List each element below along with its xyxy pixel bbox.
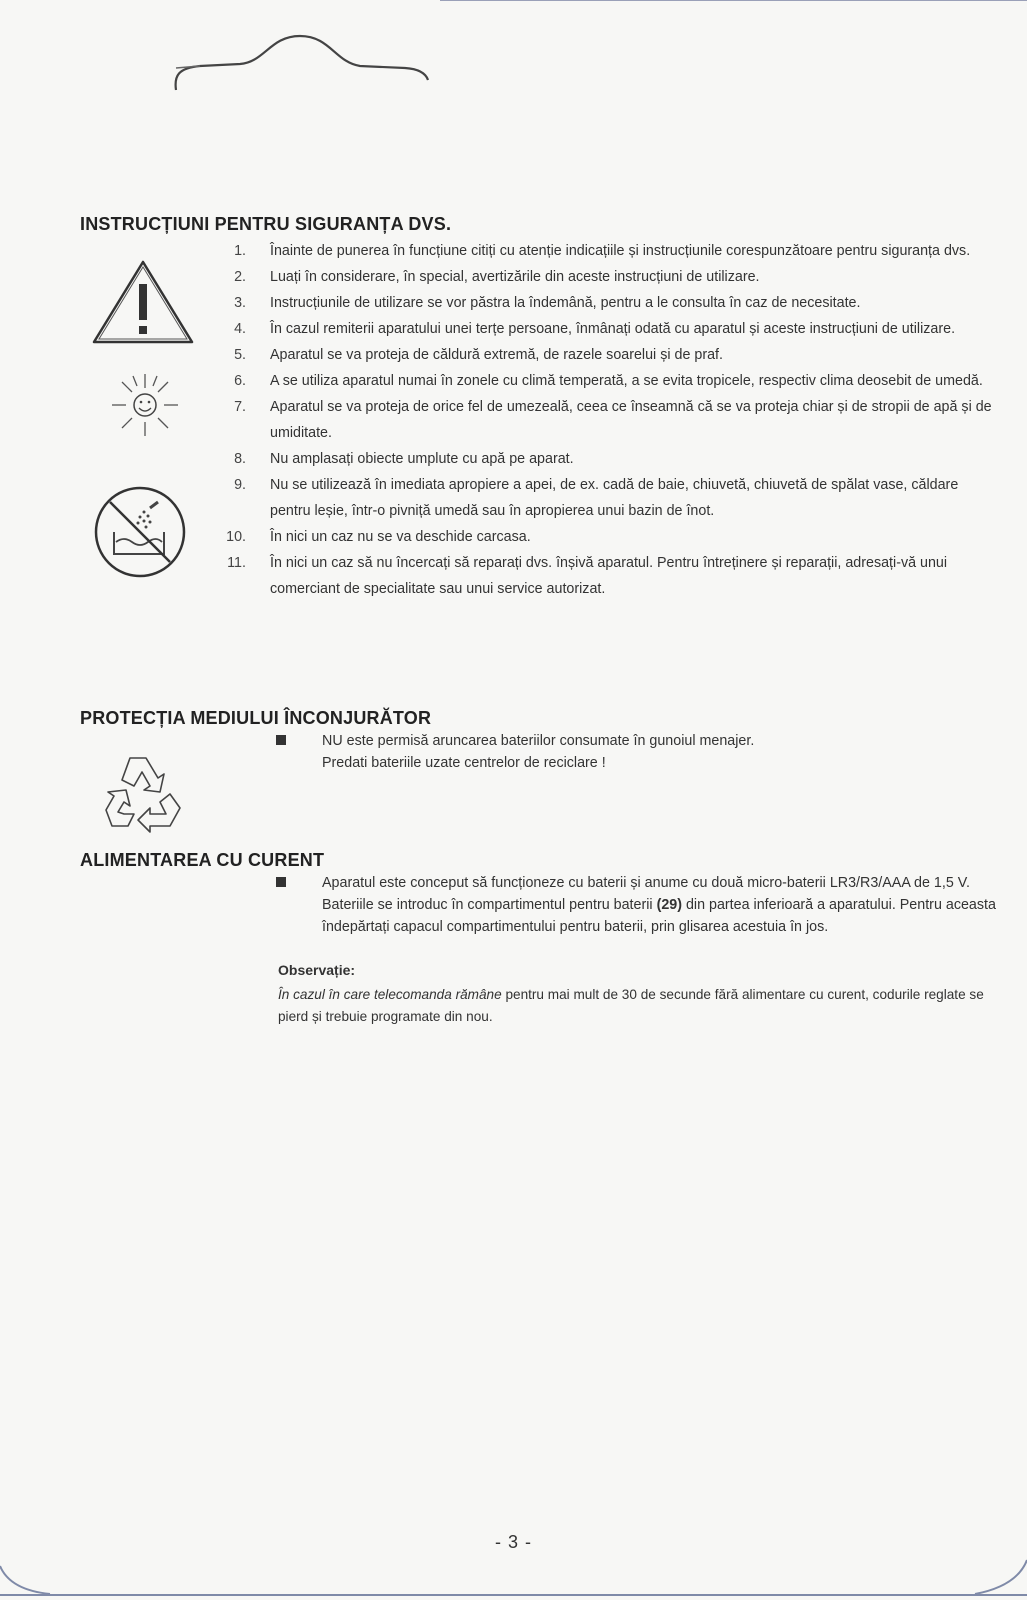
- page-top-edge: [440, 0, 1027, 1]
- battery-compartment-ref: (29): [656, 897, 682, 913]
- bullet-square: [276, 877, 286, 887]
- safety-item: [220, 238, 1000, 264]
- safety-item: [220, 446, 1000, 472]
- note-text-italic: În cazul în care telecomanda rămâne: [278, 987, 502, 1002]
- safety-item-number: 6.: [234, 373, 246, 389]
- safety-item: [220, 394, 1000, 446]
- warning-triangle-icon: [90, 258, 196, 346]
- no-water-icon: [92, 484, 188, 580]
- safety-item: [220, 550, 1000, 602]
- safety-item-number: 3.: [234, 295, 246, 311]
- safety-item-number: 1.: [234, 243, 246, 259]
- power-section-title: ALIMENTAREA CU CURENT: [80, 850, 325, 870]
- power-text-start: Aparatul este conceput să funcționeze cu baterii și anume cu două micro-baterii LR3/R3/AAA de 1,5 V. Bateriile se introduc în compartimentul pentru baterii: [322, 875, 970, 913]
- safety-item-number: 2.: [234, 269, 246, 285]
- environment-line-1: NU este permisă aruncarea bateriilor consumate în gunoiul menajer.: [322, 733, 755, 749]
- safety-item-number: 4.: [234, 321, 246, 337]
- safety-item-text: A se utiliza aparatul numai în zonele cu climă temperată, a se evita tropicele, respectiv clima deosebit de umedă.: [270, 373, 983, 389]
- safety-item-text: În nici un caz nu se va deschide carcasa.: [270, 529, 531, 545]
- safety-item: [220, 472, 1000, 524]
- safety-instructions-list: [220, 238, 1000, 602]
- safety-item-text: Instrucțiunile de utilizare se vor păstra la îndemână, pentru a le consulta în caz de necesitate.: [270, 295, 861, 311]
- safety-item-number: 11.: [227, 555, 246, 571]
- safety-section-title: INSTRUCȚIUNI PENTRU SIGURANȚA DVS.: [80, 214, 452, 234]
- recycle-icon: [100, 750, 190, 836]
- safety-item-number: 9.: [234, 477, 246, 493]
- safety-item: [220, 524, 1000, 550]
- safety-item: [220, 290, 1000, 316]
- safety-item-number: 7.: [234, 399, 246, 415]
- safety-item-number: 10.: [226, 529, 246, 545]
- page-number: - 3 -: [494, 1532, 532, 1552]
- power-text-end: din partea inferioară a aparatului. Pentru aceasta îndepărtați capacul compartimentului pentru baterii, prin glisarea acestuia în jos.: [322, 897, 996, 935]
- safety-item-text: Aparatul se va proteja de orice fel de umezeală, ceea ce înseamnă că se va proteja chiar și de stropii de apă și de umiditate.: [270, 399, 992, 441]
- safety-item-text: Luați în considerare, în special, avertizările din aceste instrucțiuni de utilizare.: [270, 269, 760, 285]
- safety-item-text: Nu se utilizează în imediata apropiere a apei, de ex. cadă de baie, chiuvetă, chiuvetă de spălat vase, căldare pentru leșie, într-o pivniță umedă sau în apropierea unui bazin de înot.: [270, 477, 959, 519]
- environment-notice: [276, 730, 996, 774]
- hanger-hole-icon: [170, 28, 440, 98]
- safety-item-text: Înainte de punerea în funcțiune citiți cu atenție indicațiile și instrucțiunile corespunzătoare pentru siguranța dvs.: [270, 243, 971, 259]
- safety-item-text: În nici un caz să nu încercați să reparați dvs. înșivă aparatul. Pentru întreținere și reparații, adresați-vă unui comerciant de specialitate sau unui service autorizat.: [270, 555, 948, 597]
- safety-item-number: 5.: [234, 347, 246, 363]
- safety-item-text: Aparatul se va proteja de căldură extremă, de razele soarelui și de praf.: [270, 347, 723, 363]
- safety-item-text: În cazul remiterii aparatului unei terțe persoane, înmânați odată cu aparatul și aceste instrucțiuni de utilizare.: [270, 321, 956, 337]
- safety-item: [220, 368, 1000, 394]
- note-text: [278, 984, 998, 1028]
- environment-line-2: Predati bateriile uzate centrelor de reciclare !: [322, 755, 606, 771]
- safety-item-text: Nu amplasați obiecte umplute cu apă pe aparat.: [270, 451, 574, 467]
- bullet-square: [276, 735, 286, 745]
- safety-item: [220, 264, 1000, 290]
- note-title: Observație:: [278, 962, 356, 978]
- page-bottom-edge: [0, 1594, 1027, 1596]
- safety-item: [220, 342, 1000, 368]
- safety-item-number: 8.: [234, 451, 246, 467]
- environment-section-title: PROTECȚIA MEDIULUI ÎNCONJURĂTOR: [80, 708, 432, 728]
- sun-icon: [108, 370, 182, 440]
- power-notice: [276, 872, 996, 938]
- note-text-rest: pentru mai mult de 30 de secunde fără alimentare cu curent, codurile reglate se pierd și trebuie programate din nou.: [278, 987, 984, 1024]
- safety-item: [220, 316, 1000, 342]
